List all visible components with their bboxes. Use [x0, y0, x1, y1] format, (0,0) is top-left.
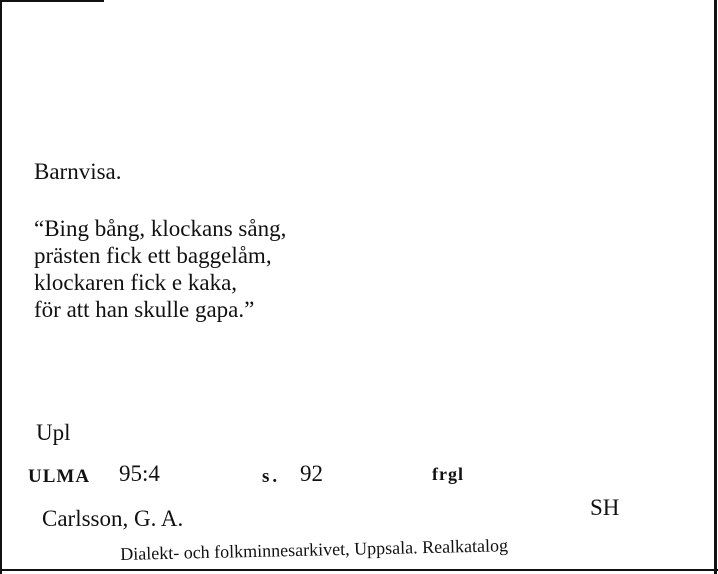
- collector-code: SH: [590, 495, 620, 520]
- poem-line: “Bing bång, klockans sång,: [34, 216, 287, 241]
- card-bottom-edge: [0, 569, 718, 571]
- region-label: Upl: [36, 420, 71, 445]
- record-number: 95:4: [119, 461, 160, 486]
- card-right-edge: [714, 0, 717, 574]
- archive-footer: Dialekt- och folkminnesarkivet, Uppsala. Realkatalog: [120, 535, 509, 564]
- poem-text: [34, 215, 286, 323]
- poem-line: klockaren fick e kaka,: [34, 270, 238, 295]
- genre-code: frgl: [432, 464, 464, 484]
- card-left-edge: [0, 0, 2, 574]
- page-number: 92: [300, 461, 323, 486]
- poem-line: prästen fick ett baggelåm,: [34, 243, 272, 268]
- card-top-edge: [0, 0, 104, 2]
- page-prefix: s.: [262, 466, 281, 487]
- poem-line: för att han skulle gapa.”: [34, 297, 255, 322]
- recorder-name: Carlsson, G. A.: [42, 506, 184, 531]
- card-title: Barnvisa.: [34, 159, 122, 184]
- archive-label: ULMA: [28, 466, 91, 487]
